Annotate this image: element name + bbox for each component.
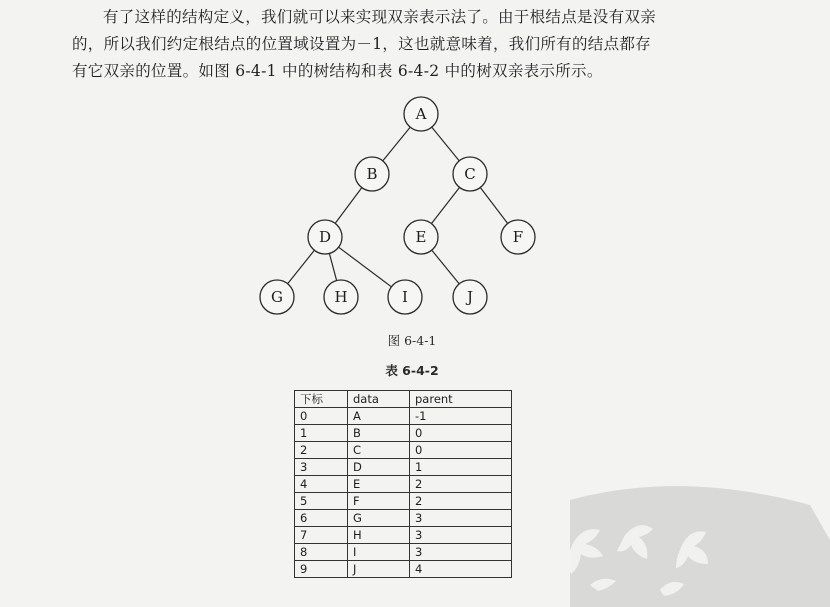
cell-data: H — [348, 527, 410, 544]
tree-node-i — [388, 280, 422, 314]
table-row — [295, 459, 512, 476]
table-body — [295, 408, 512, 578]
cell-parent: 4 — [410, 561, 512, 578]
tree-edge-a-c — [432, 127, 459, 161]
cell-index: 2 — [295, 442, 348, 459]
node-label: B — [366, 165, 378, 183]
tree-edge-a-b — [383, 127, 410, 161]
table-row — [295, 476, 512, 493]
cell-data: C — [348, 442, 410, 459]
node-label: F — [512, 228, 524, 246]
table-row — [295, 527, 512, 544]
parent-representation-table — [294, 390, 512, 578]
cell-data: A — [348, 408, 410, 425]
cell-index: 6 — [295, 510, 348, 527]
tree-edge-b-d — [335, 188, 362, 224]
tree-node-c — [453, 157, 487, 191]
cell-index: 3 — [295, 459, 348, 476]
tree-edge-c-f — [480, 188, 507, 224]
paragraph-line-1: 有了这样的结构定义，我们就可以来实现双亲表示法了。由于根结点是没有双亲 — [103, 8, 657, 26]
tree-node-j — [453, 280, 487, 314]
node-label: A — [415, 105, 427, 123]
table-row — [295, 561, 512, 578]
tree-edge-c-e — [431, 187, 459, 223]
cell-index: 9 — [295, 561, 348, 578]
node-label: E — [415, 228, 427, 246]
tree-node-a — [404, 97, 438, 131]
table-row — [295, 408, 512, 425]
cell-data: D — [348, 459, 410, 476]
node-label: D — [318, 228, 332, 246]
cell-parent: 2 — [410, 476, 512, 493]
paragraph-line-2: 的，所以我们约定根结点的位置域设置为－1，这也就意味着，我们所有的结点都存 — [72, 35, 651, 53]
cell-parent: 3 — [410, 510, 512, 527]
tree-node-d — [308, 220, 342, 254]
cell-data: G — [348, 510, 410, 527]
tree-node-g — [260, 280, 294, 314]
header-parent: parent — [410, 391, 512, 408]
cell-parent: 0 — [410, 425, 512, 442]
watermark-seal — [530, 480, 830, 607]
table-row — [295, 510, 512, 527]
tree-node-e — [404, 220, 438, 254]
header-index: 下标 — [295, 391, 348, 408]
figure-caption: 图 6-4-1 — [387, 333, 437, 348]
tree-edge-d-h — [329, 253, 336, 280]
cell-parent: 2 — [410, 493, 512, 510]
tree-edge-e-j — [432, 250, 459, 284]
cell-index: 4 — [295, 476, 348, 493]
table-row — [295, 544, 512, 561]
cell-data: J — [348, 561, 410, 578]
node-label: C — [464, 165, 476, 183]
cell-data: E — [348, 476, 410, 493]
cell-parent: 0 — [410, 442, 512, 459]
paragraph-line-3: 有它双亲的位置。如图 6-4-1 中的树结构和表 6-4-2 中的树双亲表示所示。 — [72, 62, 603, 80]
table-header-row — [295, 391, 512, 408]
cell-index: 8 — [295, 544, 348, 561]
header-data: data — [348, 391, 410, 408]
cell-index: 0 — [295, 408, 348, 425]
node-label: I — [402, 288, 408, 306]
node-label: H — [334, 288, 348, 306]
cell-index: 1 — [295, 425, 348, 442]
cell-index: 7 — [295, 527, 348, 544]
tree-edge-d-g — [288, 250, 315, 283]
tree-edges — [288, 127, 508, 287]
cell-parent: -1 — [410, 408, 512, 425]
table-row — [295, 442, 512, 459]
table-caption: 表 6-4-2 — [385, 363, 439, 378]
node-label: J — [466, 288, 474, 306]
tree-node-f — [501, 220, 535, 254]
table-row — [295, 493, 512, 510]
cell-parent: 3 — [410, 544, 512, 561]
node-label: G — [271, 288, 283, 306]
cell-parent: 1 — [410, 459, 512, 476]
tree-node-h — [324, 280, 358, 314]
cell-parent: 3 — [410, 527, 512, 544]
cell-data: B — [348, 425, 410, 442]
cell-data: F — [348, 493, 410, 510]
table-row — [295, 425, 512, 442]
cell-index: 5 — [295, 493, 348, 510]
tree-node-b — [355, 157, 389, 191]
cell-data: I — [348, 544, 410, 561]
